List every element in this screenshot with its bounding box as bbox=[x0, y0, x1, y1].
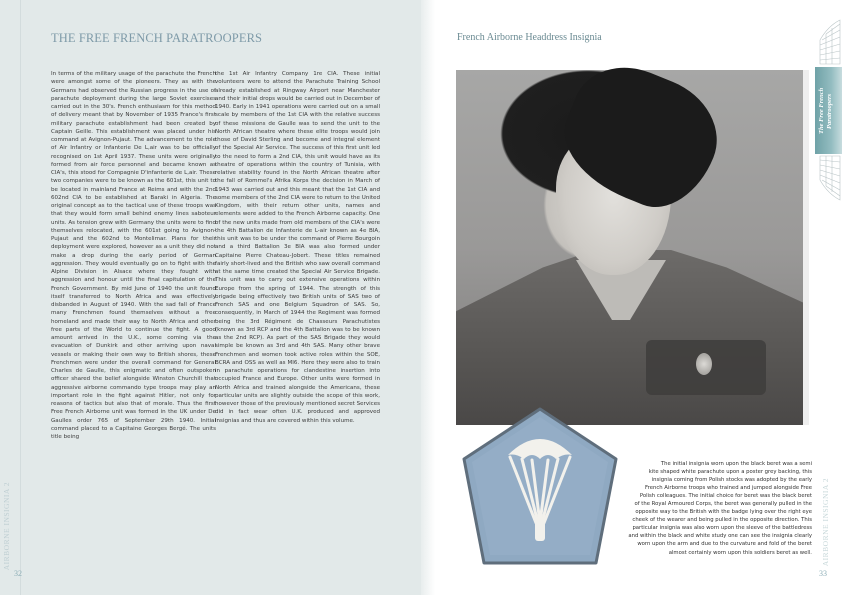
running-side-label: AIRBORNE INSIGNIA 2 bbox=[2, 482, 11, 571]
section-title: French Airborne Headdress Insignia bbox=[457, 32, 602, 43]
page-number: 33 bbox=[819, 569, 827, 578]
side-tab-line-2: Paratroopers bbox=[826, 93, 833, 129]
caption-line: of the Royal Armoured Corps, the beret was generally pulled in the bbox=[634, 501, 812, 508]
caption-line: cheek of the wearer and being pulled in the opposite direction. This bbox=[632, 517, 812, 524]
photo-wings-badge bbox=[696, 353, 712, 375]
parachute-patch-image bbox=[460, 405, 620, 570]
body-column-1: In terms of the military usage of the parachute the French were amongst some of the pioneers. They as with the Germans had observed the Russian progress in the use of parachute deployment during the large Soviet exercises carried out in the 30's. French enthusiasm for this method of delivery meant that by November of 1935 France's first military parachute establishment had been created by Captain Geille. This establishment was placed under his command at Avignon-Pujaut. The advancement to the role of Air Infantry or Infanterie De L,air was to be officially recognised on 1st April 1937. These units were originally formed from air force personnel and became known as CIA's, this stood for Compagnie D'infanterie de L,air. These two companies were to be known as the 601st, this unit to be located in mainland France at Reims and with the 2nd 602nd CIA to be established at Baraki in Algeria. The original concept as to the tactical use of these troops was that they would form small behind enemy lines saboteur units. As tension grew with Germany the units were to find themselves relocated, with the 601st going to Avignon-Pujaut and the 602nd to Montelimar. Plans for their deployment were explored, however as a unit they did not make a drop during the early period of German aggression. They would eventually go on to fight with the Alpine Division in Alsace where they fought with aggression and honour until the final capitulation of the French Government. By mid June of 1940 the unit found itself transferred to North Africa and was effectively disbanded in August of 1940. With the sad fall of France many Frenchmen found themselves without a free homeland and made their way to North Africa and other free parts of the World to continue the fight. A good amount arrived in the U.K., some coming via the evacuation of Dunkirk and other arriving upon naval vessels or making their own way to British shores, these Frenchmen were under the overall command for General Charles de Gaulle, this enigmatic and often outspoken officer shared the belief alongside Winston Churchill that aggressive airborne commando type troops may play an important role in the fight against Hitler, not only for reasons of tactics but also that of morale. Thus the first Free French Airborne unit was formed in the UK under De Gaulles order 765 of September 29th 1940. Initial command placed to a Capitaine Georges Bergé. The units title being bbox=[51, 71, 216, 440]
running-side-label: AIRBORNE INSIGNIA 2 bbox=[821, 478, 830, 567]
page-number: 32 bbox=[14, 569, 22, 578]
caption-line: almost certainly worn upon this soldiers beret as well. bbox=[668, 549, 812, 556]
page-edge-line bbox=[20, 0, 21, 595]
right-page bbox=[421, 0, 842, 595]
wing-icon-top bbox=[816, 18, 842, 66]
caption-line: kite shaped white parachute upon a poster grey backing, this bbox=[648, 469, 812, 476]
soldier-portrait-photo bbox=[456, 70, 809, 425]
caption-line: Polish colleagues. The initial choice for beret was the black beret bbox=[639, 493, 812, 500]
side-tab-line-1: The Free French bbox=[818, 87, 825, 135]
caption-line: worn upon the arm and due to the curvature and fold of the beret bbox=[637, 541, 812, 548]
body-column-2: the 1st Air Infantry Company 1re CIA. These initial volunteers were to attend the Parachute Training School already established at Ringway Airport near Manchester and their initial drops would be carried out in December of 1940. Early in 1941 operations were carried out on a small scale by members of the 1st CIA with the relative success of these missions de Gaulle was to send the unit to the North African theatre where these elite troops would join those of David Sterling and become and integral element of the Special Air Service. The success of this first unit led to the need to form a 2nd CIA, this unit would have as its theatre of operations within the country of Tunisia, with relative stability found in the North African theatre after the fall of Rommel's Afrika Korps the decision in March of 1943 was carried out and this meant that the 1st CIA and some members of the 2nd CIA were to return to the United Kingdom, with their return other units, names and elements were added to the French Airborne capacity. One of the new units made from old members of the CIA's were the 4th Battalion de Infanterie de L-air known as 4e BIA, this unit was to be under the command of Pierre Bourgoin and a third Battalion 3e BIA was also formed under Capitaine Pierre Chateau-Jobert. These titles remained fairly short-lived and the British who saw overall command at the same time created the Special Air Service Brigade. This unit was to carry out extensive operations within Europe from the spring of 1944. The strength of this brigade being effectively two British units of SAS two of French SAS and one Belgium Squadron of SAS. So, consequently, in March of 1944 the Regiment was formed being the 3rd Régiment de Chasseurs Parachutistes (known as 3rd RCP and the 4th Battalion was to be known as the 2nd RCP). As part of the SAS Brigade they would simple be known as 3rd and 4th SAS. Many other brave Frenchmen and women took active roles within the SOE, BCRA and OSS as well as MI6. Here they were also to train in parachute operations for clandestine insertion into occupied France and Europe. Other units were formed in North Africa and trained alongside the Americans, these particular units are slightly outside the scope of this work, however those of the previously mentioned secret Services did in fact wear often U.K. produced and approved insignias and thus are covered within this volume. bbox=[215, 71, 380, 424]
caption-line: insignia coming from Polish stocks was adopted by the early bbox=[651, 477, 812, 484]
caption-line: opposite way to the British with the badge lying over the right eye bbox=[635, 509, 812, 516]
caption-line: The initial insignia worn upon the black beret was a semi bbox=[660, 461, 812, 467]
wing-icon-bottom bbox=[816, 154, 842, 202]
gutter-shadow bbox=[421, 0, 435, 595]
caption-line: particular insignia was also worn upon the sleeve of the battledress bbox=[632, 525, 812, 532]
photo-caption bbox=[599, 460, 812, 557]
chapter-side-tab-label bbox=[818, 71, 838, 151]
caption-line: and within the black and white study one can see the insignia clearly bbox=[628, 533, 812, 540]
caption-line: French Airborne troops who trained and jumped alongside Free bbox=[645, 485, 812, 492]
chapter-title: THE FREE FRENCH PARATROOPERS bbox=[51, 31, 263, 45]
